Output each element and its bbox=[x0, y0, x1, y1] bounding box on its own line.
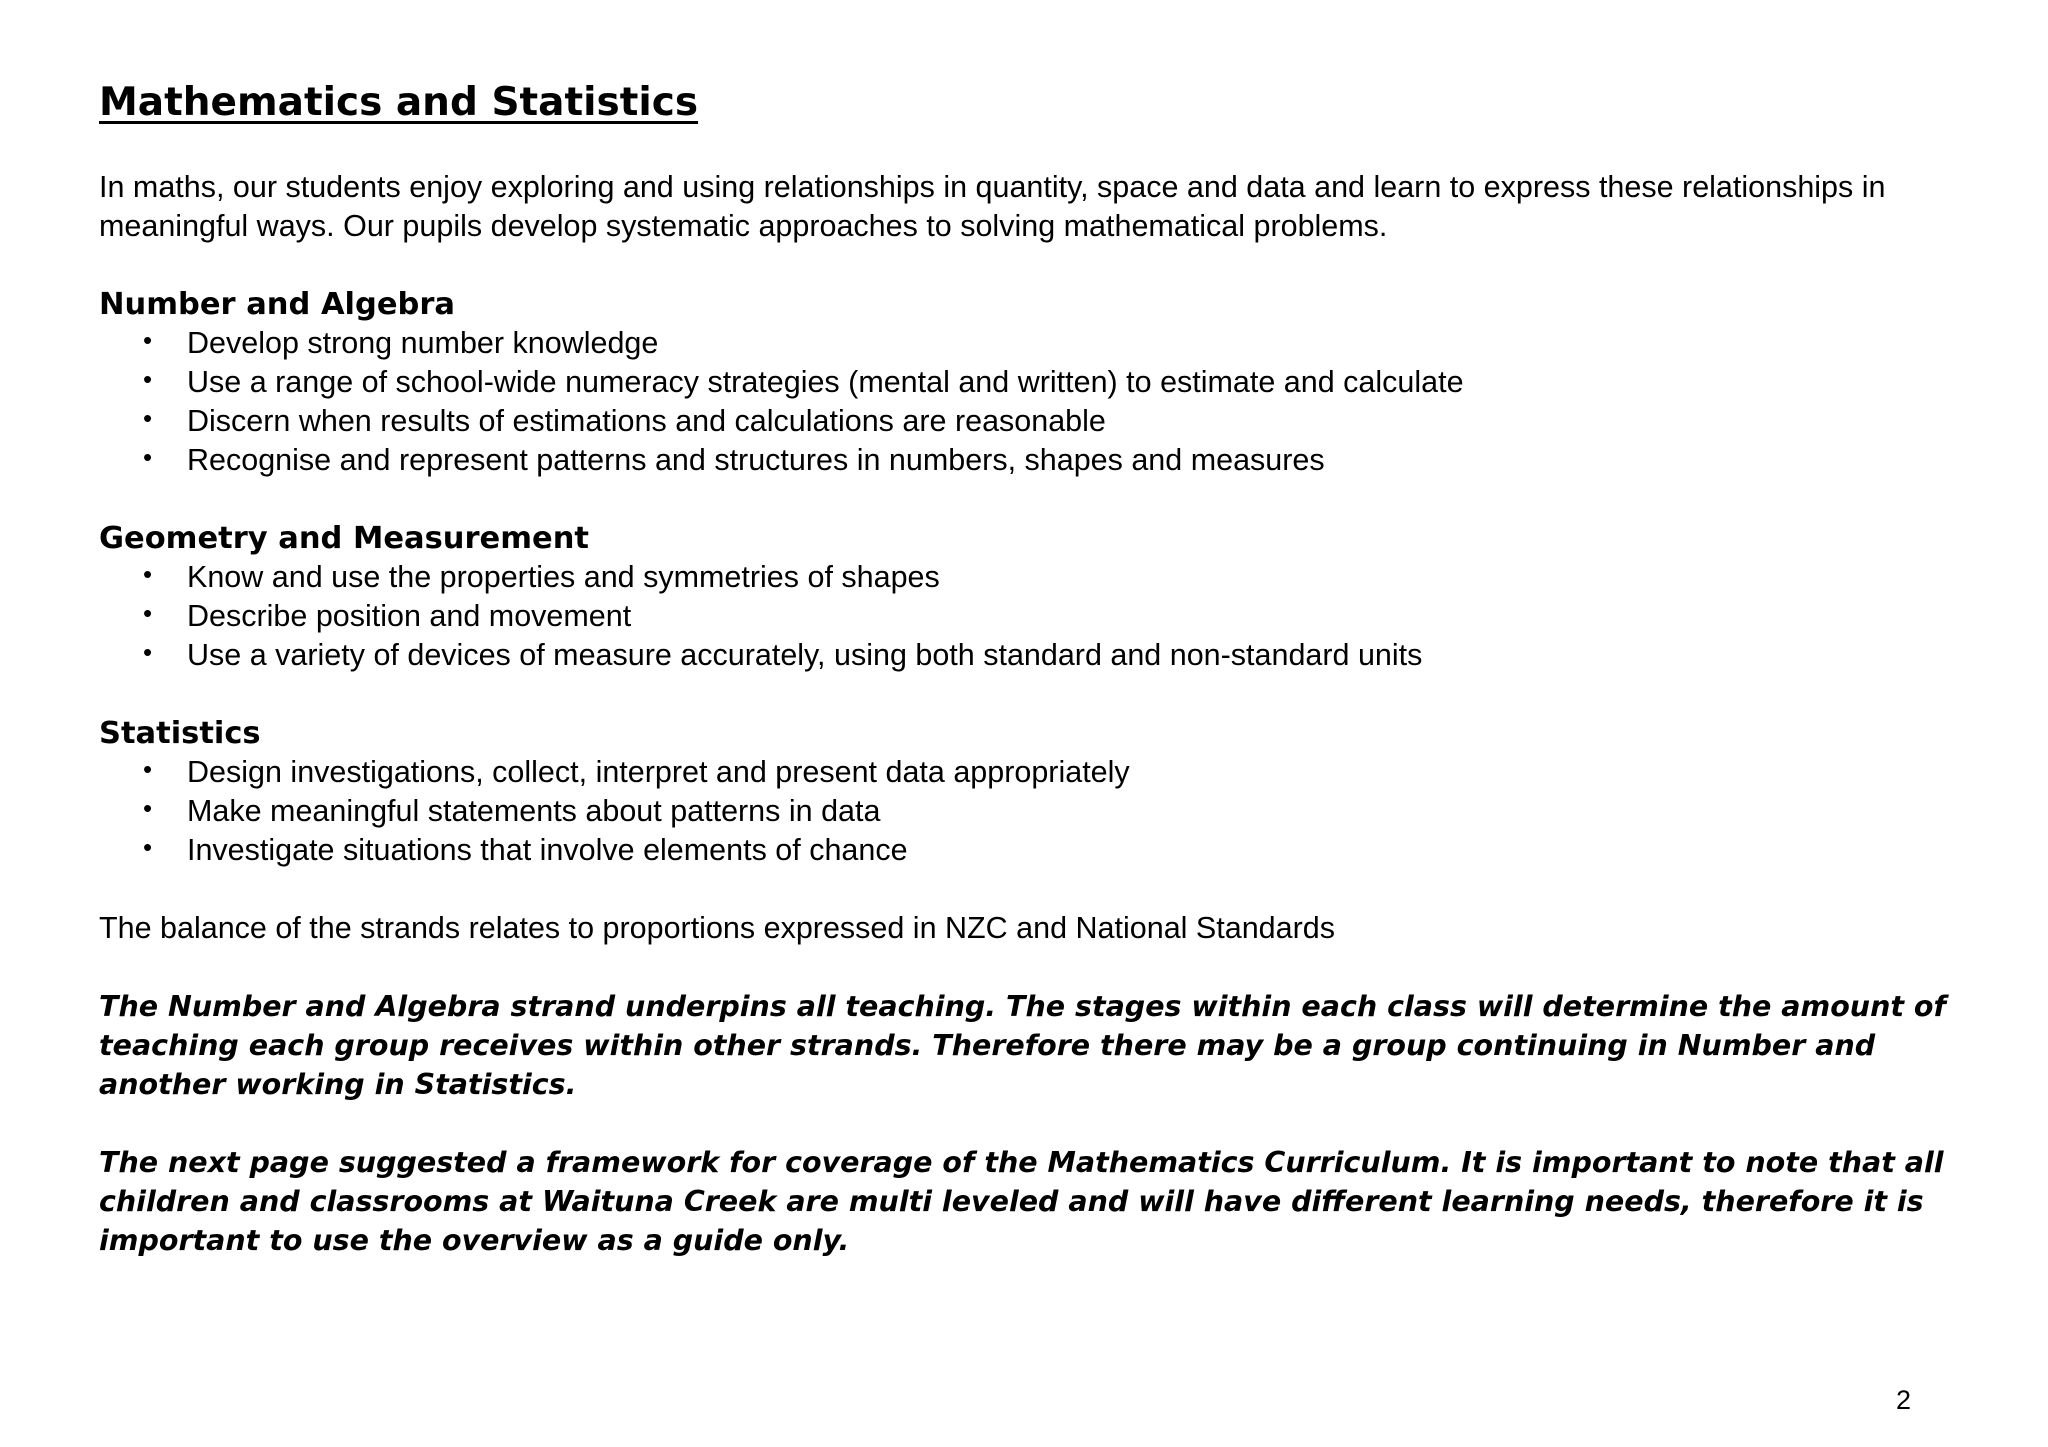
list-item bbox=[143, 558, 1979, 597]
bullet-icon: • bbox=[143, 559, 153, 589]
bullet-icon: • bbox=[143, 637, 153, 667]
list-item bbox=[143, 441, 1979, 480]
section-heading: Number and Algebra bbox=[99, 287, 455, 322]
section-heading: Statistics bbox=[99, 716, 261, 751]
list-item-text: Describe position and movement bbox=[187, 599, 632, 633]
intro-paragraph: In maths, our students enjoy exploring and using relationships in quantity, space and data and learn to express these relationships in meaningful ways. Our pupils develop systematic approaches to solving mathematical problems. bbox=[99, 170, 1886, 243]
bullet-icon: • bbox=[143, 598, 153, 628]
list-item bbox=[143, 363, 1979, 402]
list-item-text: Investigate situations that involve elements of chance bbox=[187, 833, 908, 867]
list-item bbox=[143, 831, 1979, 870]
list-item-text: Discern when results of estimations and calculations are reasonable bbox=[187, 404, 1106, 438]
list-item-text: Design investigations, collect, interpret and present data appropriately bbox=[187, 755, 1130, 789]
bullet-icon: • bbox=[143, 754, 153, 784]
page-number: 2 bbox=[1896, 1385, 1912, 1415]
emphasis-note: The Number and Algebra strand underpins all teaching. The stages within each class will determine the amount of teaching each group receives within other strands. Therefore there may be a group continuing in Number and another working in Statistics. bbox=[99, 990, 1946, 1101]
list-item-text: Develop strong number knowledge bbox=[187, 326, 659, 360]
section-statistics bbox=[99, 714, 1979, 870]
page-title: Mathematics and Statistics bbox=[99, 80, 699, 125]
bullet-icon: • bbox=[143, 364, 153, 394]
bullet-list bbox=[99, 753, 1979, 870]
list-item-text: Recognise and represent patterns and structures in numbers, shapes and measures bbox=[187, 443, 1325, 477]
list-item bbox=[143, 636, 1979, 675]
bullet-list bbox=[99, 558, 1979, 675]
list-item-text: Make meaningful statements about patterns in data bbox=[187, 794, 881, 828]
list-item bbox=[143, 753, 1979, 792]
list-item-text: Use a range of school-wide numeracy strategies (mental and written) to estimate and calculate bbox=[187, 365, 1464, 399]
section-geometry-measurement bbox=[99, 519, 1979, 675]
balance-statement: The balance of the strands relates to proportions expressed in NZC and National Standards bbox=[99, 911, 1335, 945]
bullet-icon: • bbox=[143, 325, 153, 355]
section-number-algebra bbox=[99, 285, 1979, 480]
list-item-text: Use a variety of devices of measure accurately, using both standard and non-standard units bbox=[187, 638, 1423, 672]
list-item bbox=[143, 597, 1979, 636]
section-heading: Geometry and Measurement bbox=[99, 521, 589, 556]
list-item-text: Know and use the properties and symmetries of shapes bbox=[187, 560, 940, 594]
list-item bbox=[143, 324, 1979, 363]
bullet-icon: • bbox=[143, 832, 153, 862]
emphasis-note: The next page suggested a framework for coverage of the Mathematics Curriculum. It is important to note that all children and classrooms at Waituna Creek are multi leveled and will have different learning needs, therefore it is important to use the overview as a guide only. bbox=[99, 1146, 1944, 1257]
list-item bbox=[143, 402, 1979, 441]
bullet-icon: • bbox=[143, 793, 153, 823]
document-page bbox=[99, 76, 1979, 1260]
list-item bbox=[143, 792, 1979, 831]
bullet-icon: • bbox=[143, 442, 153, 472]
bullet-icon: • bbox=[143, 403, 153, 433]
bullet-list bbox=[99, 324, 1979, 480]
